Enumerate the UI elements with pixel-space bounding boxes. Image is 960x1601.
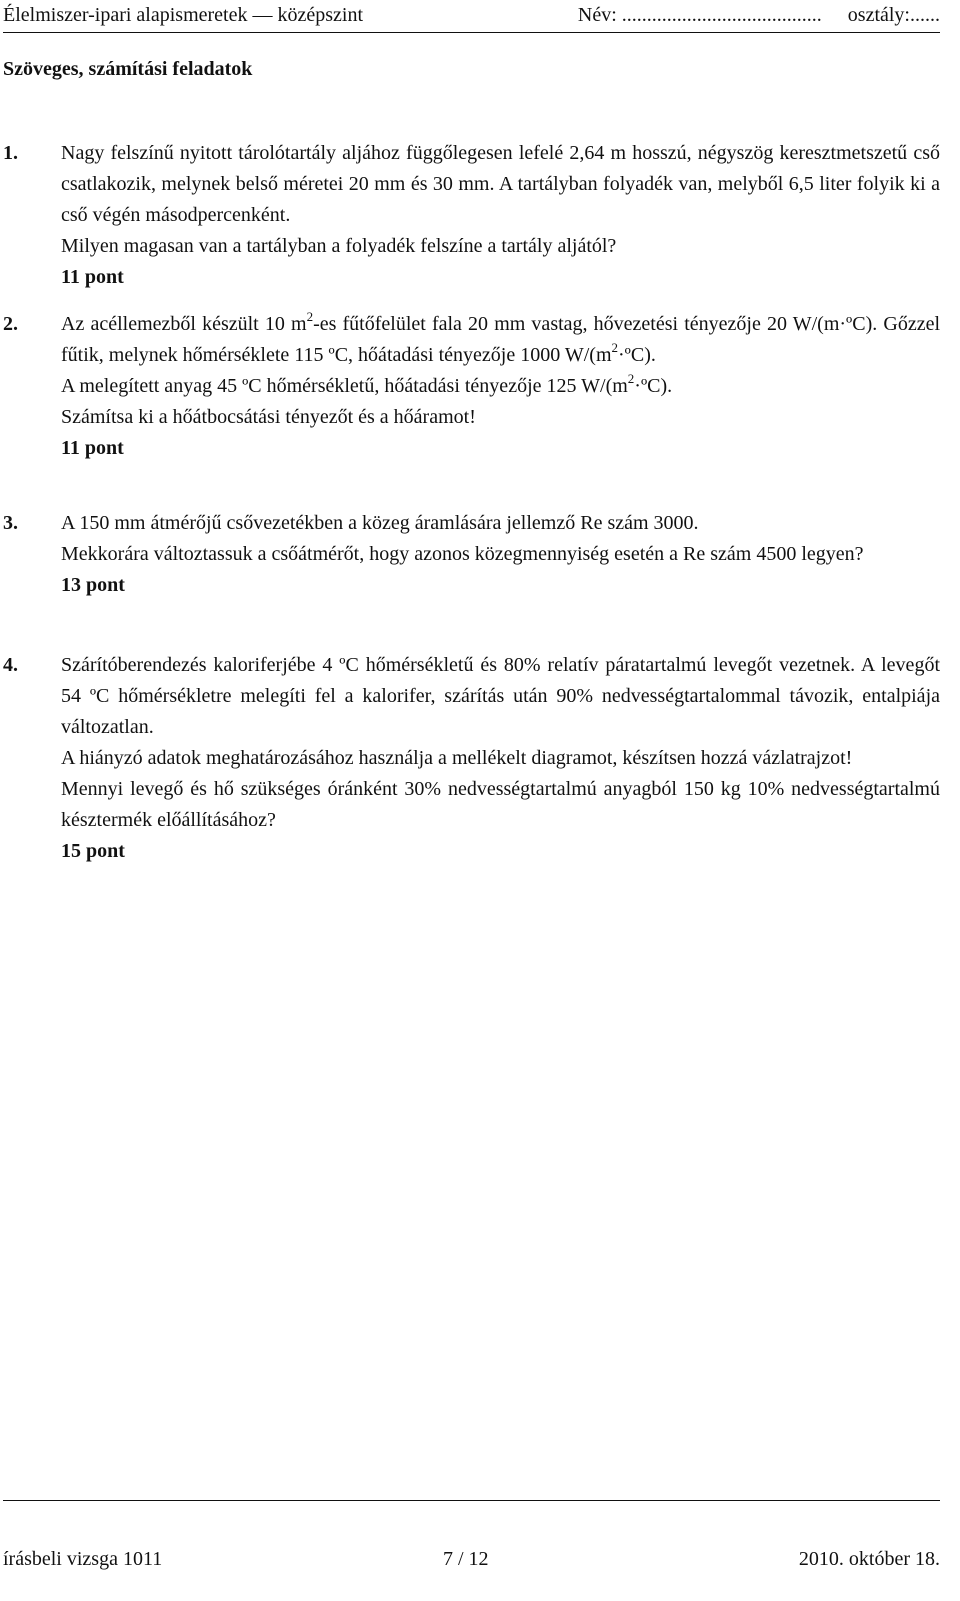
- task-number: 2.: [3, 313, 18, 335]
- task-1: [3, 138, 940, 293]
- task-text-2: A melegített anyag 45 ºC hőmérsékletű, hőátadási tényezője 125 $W/(m^2\cdot ºC)$.: [61, 371, 673, 397]
- section-title: Szöveges, számítási feladatok: [3, 58, 253, 80]
- page-number: 7 / 12: [443, 1548, 489, 1570]
- exam-date: 2010. október 18.: [798, 1548, 940, 1570]
- page-footer: [3, 1500, 940, 1581]
- task-number: 3.: [3, 512, 18, 534]
- task-4: [3, 650, 940, 867]
- task-number: 4.: [3, 654, 18, 676]
- task-text: Nagy felszínű nyitott tárolótartály aljához függőlegesen lefelé 2,64 m hosszú, négyszög keresztmetszetű cső csatlakozik, melynek belső méretei 20 mm és 30 mm. A tartályban folyadék van, melyből 6,5 liter folyik ki a cső végén másodpercenként.: [61, 142, 940, 226]
- task-points: 15 pont: [61, 840, 125, 862]
- exam-id: írásbeli vizsga 1011: [3, 1548, 163, 1570]
- task-instruction: A hiányzó adatok meghatározásához használja a mellékelt diagramot, készítsen hozzá vázlatrajzot!: [61, 747, 853, 769]
- task-text: A 150 mm átmérőjű csővezetékben a közeg áramlására jellemző Re szám 3000.: [61, 512, 699, 534]
- task-points: 11 pont: [61, 437, 124, 459]
- task-2: [3, 309, 940, 464]
- subject-title: Élelmiszer-ipari alapismeretek — középszint: [3, 4, 364, 26]
- task-3: [3, 508, 940, 601]
- name-field[interactable]: Név: ........................................: [577, 4, 822, 26]
- task-question: Mennyi levegő és hő szükséges óránként 30% nedvességtartalmú anyagból 150 kg 10% nedvességtartalmú késztermék előállításához?: [61, 778, 940, 831]
- task-points: 11 pont: [61, 266, 124, 288]
- task-text: Az acéllemezből készült 10 $m^2-es$ fűtőfelület fala 20 mm vastag, hővezetési tényezője 20 W/(m·ºC). Gőzzel fűtik, melynek hőmérséklete 115 ºC, hőátadási tényezője 1000 $W/(m^2\cdot ºC)$.: [61, 309, 941, 366]
- task-question: Milyen magasan van a tartályban a folyadék felszíne a tartály aljától?: [61, 235, 617, 257]
- class-field[interactable]: osztály:......: [847, 4, 940, 26]
- task-question: Mekkorára változtassuk a csőátmérőt, hogy azonos közegmennyiség esetén a Re szám 4500 legyen?: [61, 543, 864, 565]
- task-question: Számítsa ki a hőátbocsátási tényezőt és a hőáramot!: [61, 406, 476, 428]
- task-text: Szárítóberendezés kaloriferjébe 4 ºC hőmérsékletű és 80% relatív páratartalmú levegőt vezetnek. A levegőt 54 ºC hőmérsékletre melegíti fel a kalorifer, szárítás után 90% nedvességtartalommal távozik, entalpiája változatlan.: [61, 654, 940, 738]
- task-points: 13 pont: [61, 574, 125, 596]
- page-header: [3, 2, 940, 33]
- student-fields: [578, 2, 940, 28]
- task-number: 1.: [3, 142, 18, 164]
